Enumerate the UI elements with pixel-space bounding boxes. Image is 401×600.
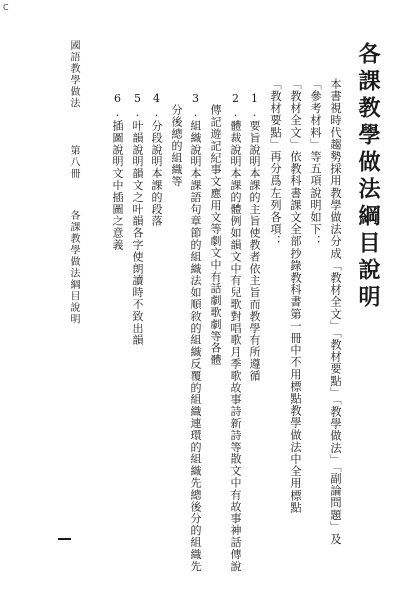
item-line-4: 3.組織說明本課語句章節的組織法如順敘的組織反覆的組織連環的組織先總後分的組織先 — [189, 92, 202, 572]
section1-line-1: 「教材全文」依教科書課文全部抄錄教科書第一冊中不用標點教學做法中全用標點 — [289, 78, 302, 514]
page-number-mark — [58, 538, 71, 540]
item-line-2: 2.體裁說明本課的體例如韻文中有兒歌對唱歌月季歌故事詩新詩等散文中有故事神話傳說 — [229, 92, 242, 572]
intro-line-1: 本書視時代趨勢採用教學做法分成「教材全文」「教材要點」「教學做法」「副論問題」及 — [329, 78, 342, 546]
item-line-5: 分後總的組織等 — [170, 104, 183, 188]
section1-line-2: 「教材要點」再分爲左列各項： — [269, 78, 282, 248]
corner-mark: C — [3, 3, 9, 12]
item-line-8: 6.插圖說明文中插圖之意義 — [111, 92, 124, 251]
item-line-1: 1.要旨說明本課的主旨使教者依主旨而教學有所遵循 — [248, 92, 261, 382]
intro-line-2: 「參考材料」等五項說明如下： — [309, 78, 322, 248]
footer-book-title: 國語教學做法 — [68, 40, 79, 109]
item-line-7: 5.叶韻說明韻文之叶韻各字使朗讀時不致出韻 — [131, 92, 144, 346]
footer-section: 各課教學做法綱目說明 — [68, 210, 79, 325]
item-line-6: 4.分段說明本課的段落 — [150, 92, 163, 227]
footer-volume: 第八冊 — [68, 145, 79, 180]
page-title: 各課教學做法綱目說明 — [355, 42, 381, 312]
item-line-3: 傳記遊記紀事文應用文等劇文中有話劇歌劇等各體 — [209, 104, 222, 366]
